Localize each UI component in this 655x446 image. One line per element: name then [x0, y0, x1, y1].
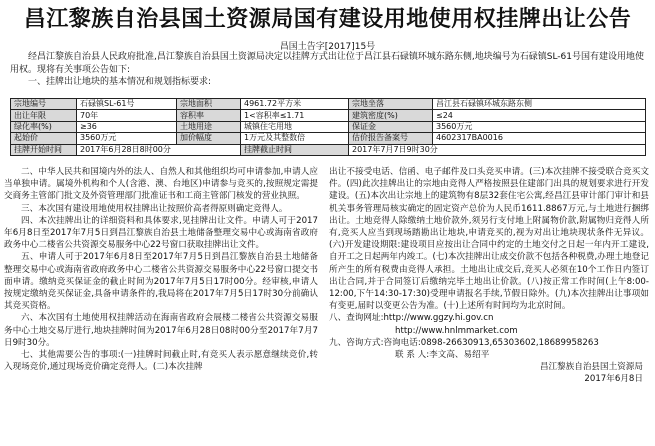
table-cell: 3560万元	[77, 133, 177, 144]
paragraph: 二、中华人民共和国境内外的法人、自然人和其他组织均可申请参加,申请人应当单独申请。属境外机构和个人(含港、澳、台地区)申请参与竞买的,按照规定需提交商务主管部门批文及外资管理部门批准证书和工商主管部门核发的营业执照。	[4, 167, 318, 202]
table-cell: 出让年限	[11, 110, 77, 121]
table-cell: 绿化率(%)	[11, 121, 77, 132]
table-cell: 土地用途	[177, 121, 241, 132]
table-cell: 宗地面积	[177, 99, 241, 110]
table-cell: 建筑密度(%)	[349, 110, 433, 121]
table-cell: 保证金	[349, 121, 433, 132]
table-cell: 4602317BA0016	[433, 133, 646, 144]
table-cell: 1万元及其整数倍	[241, 133, 349, 144]
phone-numbers: 0898-26630913,65303602,18689958263	[420, 337, 599, 348]
table-row	[11, 144, 646, 155]
table-cell: 2017年7月7日9时30分	[349, 144, 646, 155]
table-cell: 3560万元	[433, 121, 646, 132]
table-cell: 起始价	[11, 133, 77, 144]
page-title: 昌江黎族自治县国土资源局国有建设用地使用权挂牌出让公告	[23, 7, 632, 32]
issue-date: 2017年6月8日	[584, 374, 643, 385]
contact-names: 李文高、易绍平	[429, 350, 490, 361]
table-cell: 挂牌开始时间	[11, 144, 77, 155]
paragraph: 六、本次国有土地使用权挂牌活动在海南省政府会展楼二楼省公共资源交易服务中心土地交易厅进行,地块挂牌时间为2017年6月28日08时00分至2017年7月7日9时30分。	[4, 313, 318, 348]
table-cell: 挂牌截止时间	[241, 144, 349, 155]
contact-section	[329, 312, 649, 361]
contact-person-line	[329, 349, 649, 361]
intro-paragraph: 经昌江黎族自治县人民政府批准,昌江黎族自治县国土资源局决定以挂牌方式出让位于昌江县石碌镇环城东路东侧,地块编号为石碌镇SL-61号国有建设用地使用权。现将有关事项公告如下:	[10, 52, 644, 75]
table-cell: 宗地坐落	[349, 99, 433, 110]
paragraph: 出让不接受电话、信函、电子邮件及口头竞买申请。(三)本次挂牌不接受联合竞买文件。(四)此次挂牌出让的宗地由竞得人严格按照县住建部门出具的规划要求进行开发建设。(五)本次出让宗地上的建筑物有8层32套住宅公寓,经昌江县审计部门审计和县机关事务管理局核实确定的固定资产总价为人民币1611.8867万元,与土地进行捆绑出让。土地竞得人除缴纳土地价款外,须另行支付地上附属物价款,附属物归竞得人所有,竞买人应当到现场踏勘出让地块,申请竞买的,视为对出让地块现状条件无异议。(六)开发建设期限:建设项目应按出让合同中约定的土地交付之日起一年内开工建设,自开工之日起两年内竣工。(七)本次挂牌出让成交价款不包括各种税费,办理土地登记所产生的所有税费由竞得人承担。土地出让成交后,竞买人必须在10个工作日内签订出让合同,并于合同签订后缴纳完毕土地出让价款。(八)按正常工作时间(上午8:00-12:00,下午14:30-17:30)受理申请报名手续,节假日除外。(九)本次挂牌出让事项如有变更,届时以变更公告为准。(十)上述所有时间均为北京时间。	[329, 167, 649, 312]
table-cell: 估价报告备案号	[349, 133, 433, 144]
table-row	[11, 133, 646, 144]
table-cell: 1<容积率≤1.71	[241, 110, 349, 121]
intro-section	[10, 51, 650, 89]
right-column	[329, 166, 649, 386]
table-cell: 容积率	[177, 110, 241, 121]
contact-label: 联 系 人:	[395, 350, 430, 361]
issuer-signature: 昌江黎族自治县国土资源局	[539, 362, 643, 373]
section-heading: 一、挂牌出让地块的基本情况和规划指标要求:	[28, 77, 212, 87]
table-row	[11, 121, 646, 132]
paragraph: 三、本次国有建设用地使用权挂牌出让按照价高者得原则确定竞得人。	[21, 203, 288, 214]
phone-label: 九、咨询方式:咨询电话:	[329, 337, 421, 348]
paragraph: 四、本次挂牌出让的详细资料和具体要求,见挂牌出让文件。申请人可于2017年6月8日至2017年7月5日到昌江黎族自治县土地储备整理交易中心或海南省政府政务中心二楼省公共资源交易服务中心22号窗口获取挂牌出让文件。	[4, 215, 318, 251]
table-cell: 昌江县石碌镇环城东路东侧	[433, 99, 646, 110]
table-cell: 城镇住宅用地	[241, 121, 349, 132]
table-row	[11, 99, 646, 110]
website-link[interactable]: http://www.hnlmmarket.com	[395, 325, 518, 336]
document-number: 昌国土告字[2017]15号	[279, 42, 376, 52]
paragraph: 七、其他需要公告的事项:(一)挂牌时间截止时,有竞买人表示愿意继续竞价,转入现场竞价,通过现场竞价确定竞得人。(二)本次挂牌	[4, 350, 318, 373]
table-cell: 4961.72平方米	[241, 99, 349, 110]
web-line	[329, 312, 649, 324]
table-cell: ≤24	[433, 110, 646, 121]
website-link[interactable]: http://www.ggzy.hi.gov.cn	[383, 313, 494, 324]
table-cell: 2017年6月28日8时00分	[77, 144, 241, 155]
left-column	[4, 166, 318, 373]
web-label: 八、查询网址:	[329, 313, 384, 324]
table-cell: 宗地编号	[11, 99, 77, 110]
table-cell: 加价幅度	[177, 133, 241, 144]
paragraph: 五、申请人可于2017年6月8日至2017年7月5日到昌江黎族自治县土地储备整理交易中心或海南省政府政务中心二楼省公共资源交易服务中心22号窗口提交书面申请。缴纳竞买保证金的截止时间为2017年7月5日17时00分。经审核,申请人按规定缴纳竞买保证金,具备申请条件的,我局将在2017年7月5日17时30分前确认其竞买资格。	[4, 252, 318, 312]
table-row	[11, 110, 646, 121]
table-cell: ≥36	[77, 121, 177, 132]
land-parcel-table	[10, 98, 646, 156]
table-cell: 70年	[77, 110, 177, 121]
phone-line	[329, 337, 649, 349]
table-cell: 石碌镇SL-61号	[77, 99, 177, 110]
web-line-2	[329, 325, 649, 337]
